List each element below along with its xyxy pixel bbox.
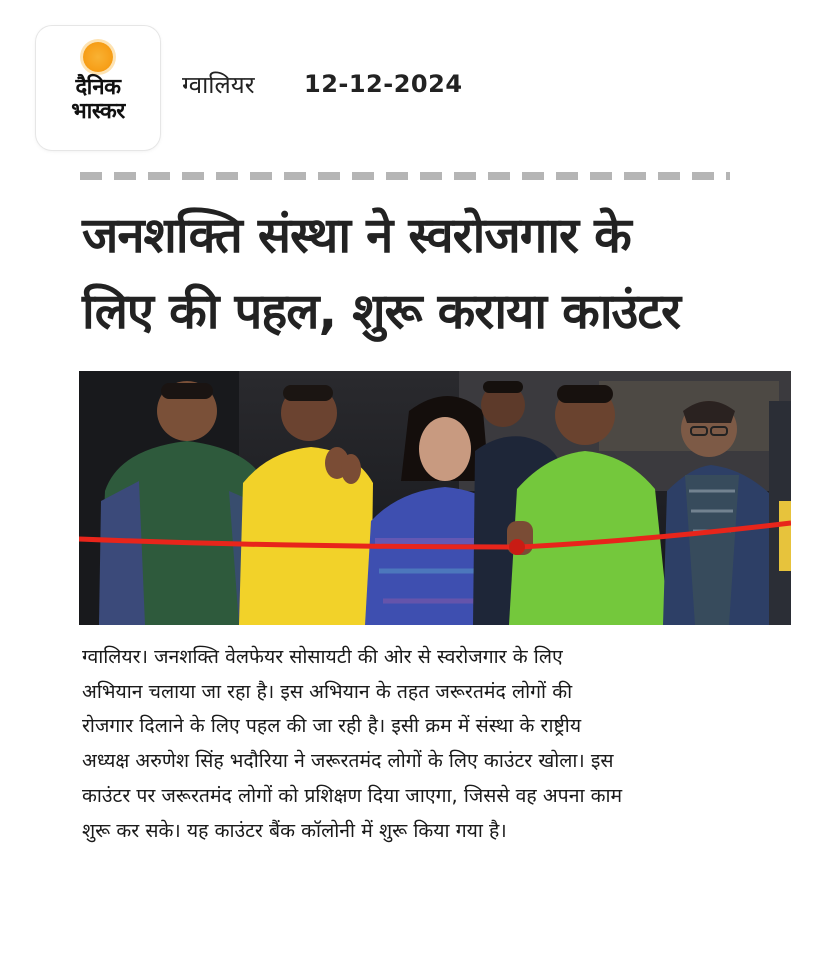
body-line: अध्यक्ष अरुणेश सिंह भदौरिया ने जरूरतमंद लोगों के लिए काउंटर खोला। इस <box>82 749 614 773</box>
edition-date: 12-12-2024 <box>304 70 463 98</box>
newspaper-logo <box>36 26 160 150</box>
body-line: शुरू कर सके। यह काउंटर बैंक कॉलोनी में शुरू किया गया है। <box>82 818 507 842</box>
article-photo <box>79 371 791 625</box>
article-headline <box>82 198 782 350</box>
clipped-previous-text <box>80 168 730 186</box>
headline-line: लिए की पहल, शुरू कराया काउंटर <box>82 283 681 340</box>
sun-icon <box>83 42 113 72</box>
headline-line: जनशक्ति संस्था ने स्वरोजगार के <box>82 207 631 264</box>
logo-text-line1: दैनिक <box>75 75 121 100</box>
edition-city: ग्वालियर <box>182 71 255 99</box>
person-2 <box>239 385 373 625</box>
article-body <box>82 640 794 848</box>
body-line: रोजगार दिलाने के लिए पहल की जा रही है। इसी क्रम में संस्था के राष्ट्रीय <box>82 714 582 738</box>
body-line: ग्वालियर। जनशक्ति वेलफेयर सोसायटी की ओर से स्वरोजगार के लिए <box>82 645 563 668</box>
body-line: काउंटर पर जरूरतमंद लोगों को प्रशिक्षण दिया जाएगा, जिससे वह अपना काम <box>82 783 623 807</box>
body-line: अभियान चलाया जा रहा है। इस अभियान के तहत जरूरतमंद लोगों की <box>82 679 573 703</box>
logo-text-line2: भास्कर <box>71 99 125 124</box>
